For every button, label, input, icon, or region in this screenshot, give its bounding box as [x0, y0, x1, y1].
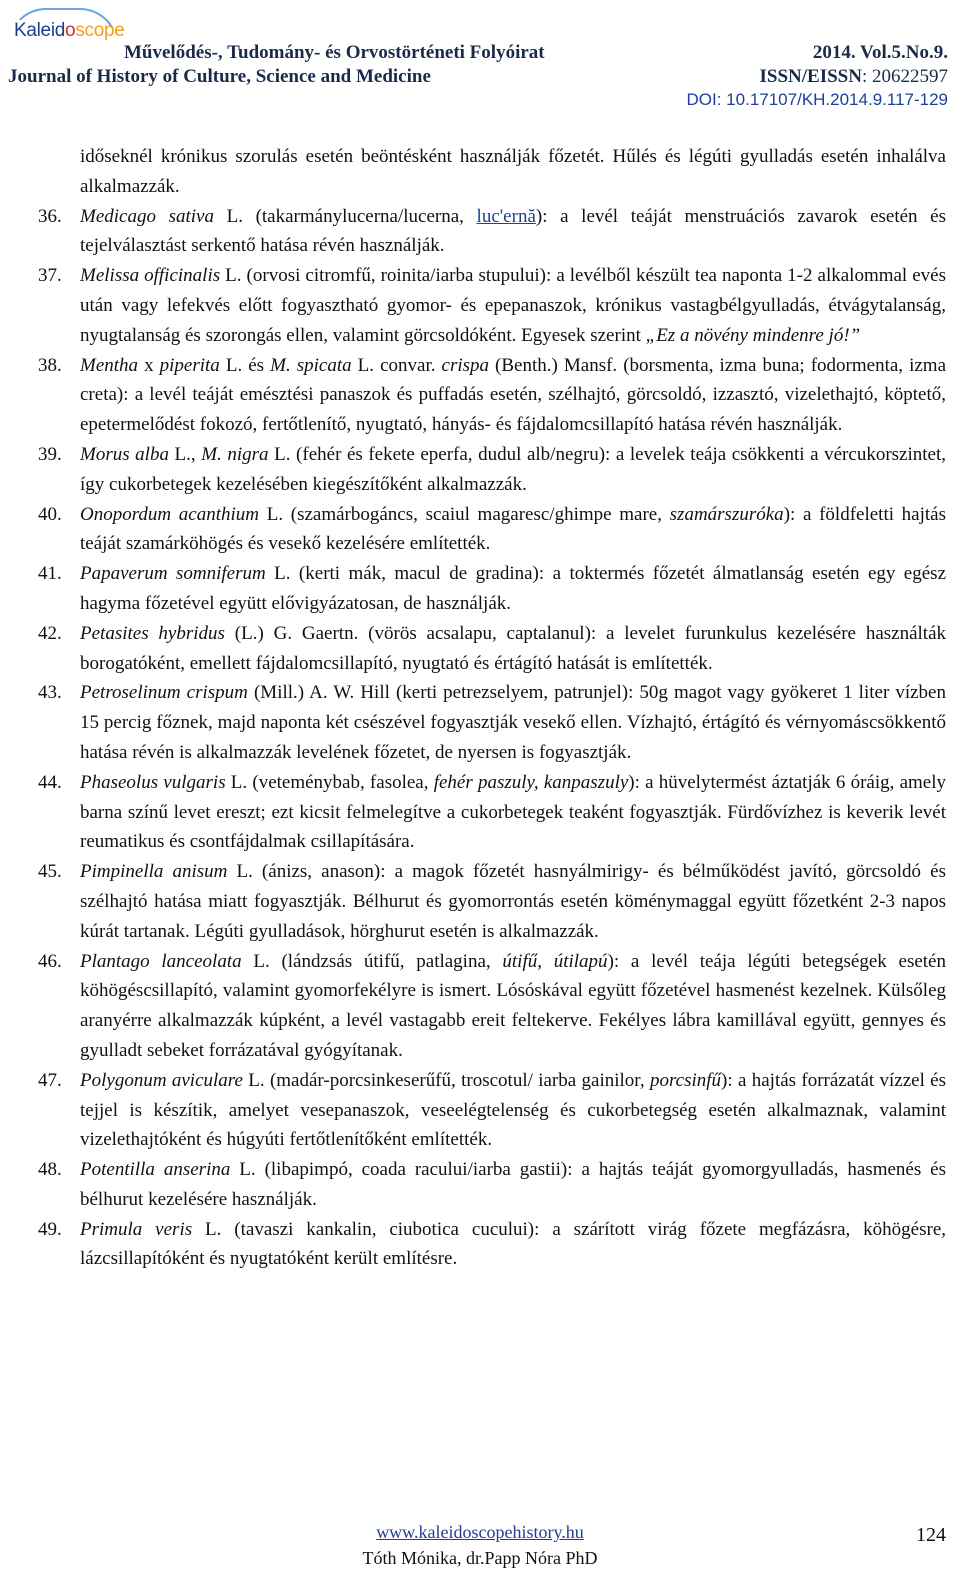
list-item: 45. Pimpinella anisum L. (ánizs, anason): a magok főzetét hasnyálmirigy- és bélműködést javító, görcsoldó és szélhajtó hatása miatt fogyasztják. Bélhurut és gyomorrontás esetén köménymaggal együtt főzetként 2-3 napos kúrát tartanak. Légúti gyulladások, hörghurut esetén is alkalmazzák.	[38, 861, 946, 942]
logo-text: Kaleidoscope	[14, 20, 125, 41]
list-item: 42. Petasites hybridus (L.) G. Gaertn. (vörös acsalapu, captalanul): a levelet furunkulus kezelésére használták borogatóként, emellett fájdalomcsillapító, nyugtató és értágító hatását is említették.	[38, 622, 947, 674]
footer-website-link[interactable]: www.kaleidoscopehistory.hu	[376, 1522, 584, 1542]
list-item: 49. Primula veris L. (tavaszi kankalin, ciubotica cucului): a szárított virág főzete megfázásra, köhögésre, lázcsillapítóként és nyugtatóként került említésre.	[38, 1218, 946, 1270]
list-item: 40. Onopordum acanthium L. (szamárbogáncs, scaiul magaresc/ghimpe mare, szamárszuróka): a földfeletti hajtás teáját szamárköhögés és vesekő kezelésére említették.	[38, 503, 946, 555]
footer-authors: Tóth Mónika, dr.Papp Nóra PhD	[362, 1548, 598, 1568]
list-item: 43. Petroselinum crispum (Mill.) A. W. Hill (kerti petrezselyem, patrunjel): 50g magot vagy gyökeret 1 liter vízben 15 percig főznek, majd naponta két csészével fogyasztják vesekő ellen. Vízhajtó, értágító és vérnyomáscsökkentő hatása révén is alkalmazzák levelének főzetet, de nyersen is fogyasztják.	[38, 682, 946, 763]
list-item: 37. Melissa officinalis L. (orvosi citromfű, roinita/iarba stupului): a levélből készült tea naponta 1-2 alkalommal evés után vagy lefekvés előtt fogyasztható gyomor- és epepanaszok, krónikus vastagbélgyulladás, étvágytalanság, nyugtalanság és szorongás ellen, valamint görcsoldóként. Egyesek szerint „Ez a növény mindenre jó!”	[38, 265, 946, 346]
issue-label: 2014. Vol.5.No.9.	[812, 42, 948, 63]
issn-label: ISSN/EISSN: 20622597	[759, 66, 948, 87]
list-item: 38. Mentha x piperita L. és M. spicata L. convar. crispa (Benth.) Mansf. (borsmenta, izma buna; fodormenta, izma creta): a levél teáját emésztési panaszok és puffadás esetén, szélhajtó, görcsoldó, izzasztó, vizelethajtó, köptető, epetermelődést fokozó, fertőtlenítő, nyugtató, hányás- és fájdalomcsillapító hatása révén használják.	[38, 354, 946, 436]
list-item: 41. Papaverum somniferum L. (kerti mák, macul de gradina): a toktermés főzetét álmatlanság esetén egy egész hagyma főzetével együtt elővigyázatosan, de használják.	[38, 563, 946, 614]
list-item: 44. Phaseolus vulgaris L. (veteménybab, fasolea, fehér paszuly, kanpaszuly): a hüvelytermést áztatják 6 óráig, amely barna színű levet ereszt; ezt kicsit felmelegítve a cukorbetegek teaként fogyasztják. Fürdővízhez is keverik levét reumatikus és csontfájdalmak csillapítására.	[38, 771, 946, 853]
list-item: 46. Plantago lanceolata L. (lándzsás útifű, patlagina, útifű, útilapú): a levél teája légúti betegségek esetén köhögéscsillapító, valamint gyomorfekélyre is ismert. Lósóskával együtt főzetével hasmenést kezelnek. Külsőleg aranyérre alkalmazzák kúpként, a levél vastagabb ereit feltekerve. Fekélyes lábra kamillával együtt, gennyes és gyulladt sebeket forrázatával gyógyítanak.	[38, 950, 946, 1061]
journal-logo	[6, 6, 136, 50]
paragraph-intro: időseknél krónikus szorulás esetén beöntésként használják főzetét. Hűlés és légúti gyulladás esetén inhalálva alkalmazzák.	[80, 146, 946, 197]
list-item: 47. Polygonum aviculare L. (madár-porcsinkeserűfű, troscotul/ iarba gainilor, porcsinfű): a hajtás forrázatát vízzel és tejjel is készítik, amelyet vesepanaszok, veseelégtelenség és cukorbetegség esetén alkalmaznak, valamint vizelethajtóként és húgyúti fertőtlenítőként említették.	[38, 1069, 947, 1151]
link-lucerna[interactable]: luc'ernă	[476, 205, 536, 227]
journal-title-hu: Művelődés-, Tudomány- és Orvostörténeti Folyóirat	[124, 42, 545, 63]
doi-label: DOI: 10.17107/KH.2014.9.117-129	[686, 90, 948, 109]
list-item: 36. Medicago sativa L. (takarmánylucerna/lucerna, luc'ernă): a levél teáját menstruációs zavarok esetén és tejelválasztást serkentő hatása révén használják.	[38, 205, 946, 257]
journal-title-en: Journal of History of Culture, Science and Medicine	[8, 66, 431, 87]
list-item: 39. Morus alba L., M. nigra L. (fehér és fekete eperfa, dudul alb/negru): a levelek teája csökkenti a vércukorszintet, így cukorbetegek kezelésében kiegészítőként alkalmazzák.	[38, 443, 946, 495]
article-body	[38, 142, 947, 1274]
page-number: 124	[916, 1524, 946, 1546]
list-item: 48. Potentilla anserina L. (libapimpó, coada racului/iarba gastii): a hajtás teáját gyomorgyulladás, hasmenés és bélhurut kezelésére használják.	[38, 1159, 946, 1210]
